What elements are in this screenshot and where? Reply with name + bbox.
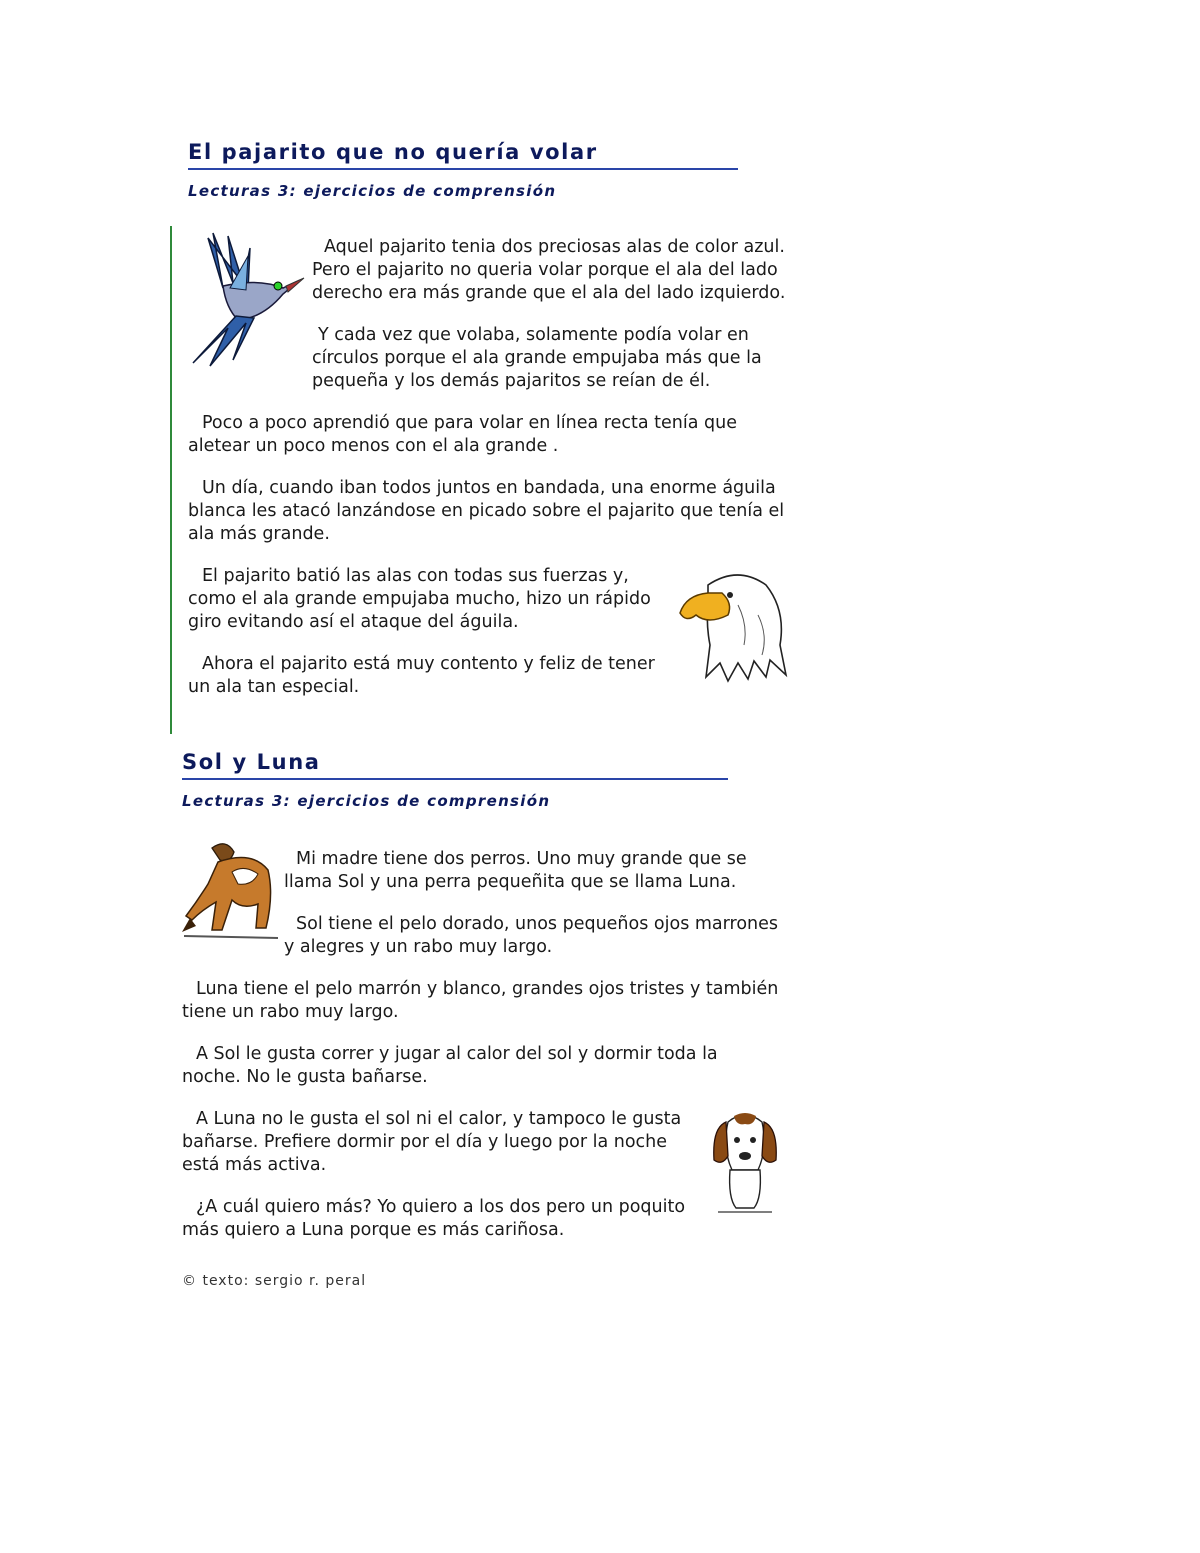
paragraph: Y cada vez que volaba, solamente podía volar en círculos porque el ala grande empujaba más que la pequeña y los demás pajaritos se reían de él. (312, 325, 762, 391)
story-pajarito (188, 140, 788, 718)
story-title: El pajarito que no quería volar (188, 140, 738, 170)
story-title: Sol y Luna (182, 750, 728, 780)
dog-sol-illustration (182, 840, 278, 944)
paragraph: A Sol le gusta correr y jugar al calor del sol y dormir toda la noche. No le gusta bañarse. (182, 1044, 718, 1087)
paragraph: A Luna no le gusta el sol ni el calor, y tampoco le gusta bañarse. Prefiere dormir por el día y luego por la noche está más activa. (182, 1109, 682, 1175)
copyright-text: © texto: sergio r. peral (182, 1273, 367, 1289)
paragraph: ¿A cuál quiero más? Yo quiero a los dos pero un poquito más quiero a Luna porque es más cariñosa. (182, 1197, 686, 1240)
paragraph: Luna tiene el pelo marrón y blanco, grandes ojos tristes y también tiene un rabo muy largo. (182, 979, 779, 1022)
story-body (188, 236, 788, 718)
paragraph: Aquel pajarito tenia dos preciosas alas de color azul. Pero el pajarito no queria volar porque el ala del lado derecho era más grande que el ala del lado izquierdo. (312, 237, 786, 303)
story-body (182, 848, 782, 1289)
paragraph: El pajarito batió las alas con todas sus fuerzas y, como el ala grande empujaba mucho, hizo un rápido giro evitando así el ataque del águila. (188, 566, 651, 632)
paragraph: Poco a poco aprendió que para volar en línea recta tenía que aletear un poco menos con el ala grande . (188, 413, 737, 456)
paragraph: Sol tiene el pelo dorado, unos pequeños ojos marrones y alegres y un rabo muy largo. (284, 914, 779, 957)
bird-illustration (188, 228, 306, 368)
dog-luna-illustration (708, 1108, 782, 1216)
side-rule (170, 226, 172, 734)
paragraph: Un día, cuando iban todos juntos en bandada, una enorme águila blanca les atacó lanzándose en picado sobre el pajarito que tenía el ala más grande. (188, 478, 785, 544)
story-subtitle: Lecturas 3: ejercicios de comprensión (188, 182, 557, 200)
paragraph: Ahora el pajarito está muy contento y feliz de tener un ala tan especial. (188, 654, 655, 697)
story-subtitle: Lecturas 3: ejercicios de comprensión (182, 792, 551, 810)
eagle-illustration (678, 565, 788, 685)
paragraph: Mi madre tiene dos perros. Uno muy grande que se llama Sol y una perra pequeñita que se llama Luna. (284, 849, 747, 892)
story-sol-y-luna (182, 750, 782, 1289)
